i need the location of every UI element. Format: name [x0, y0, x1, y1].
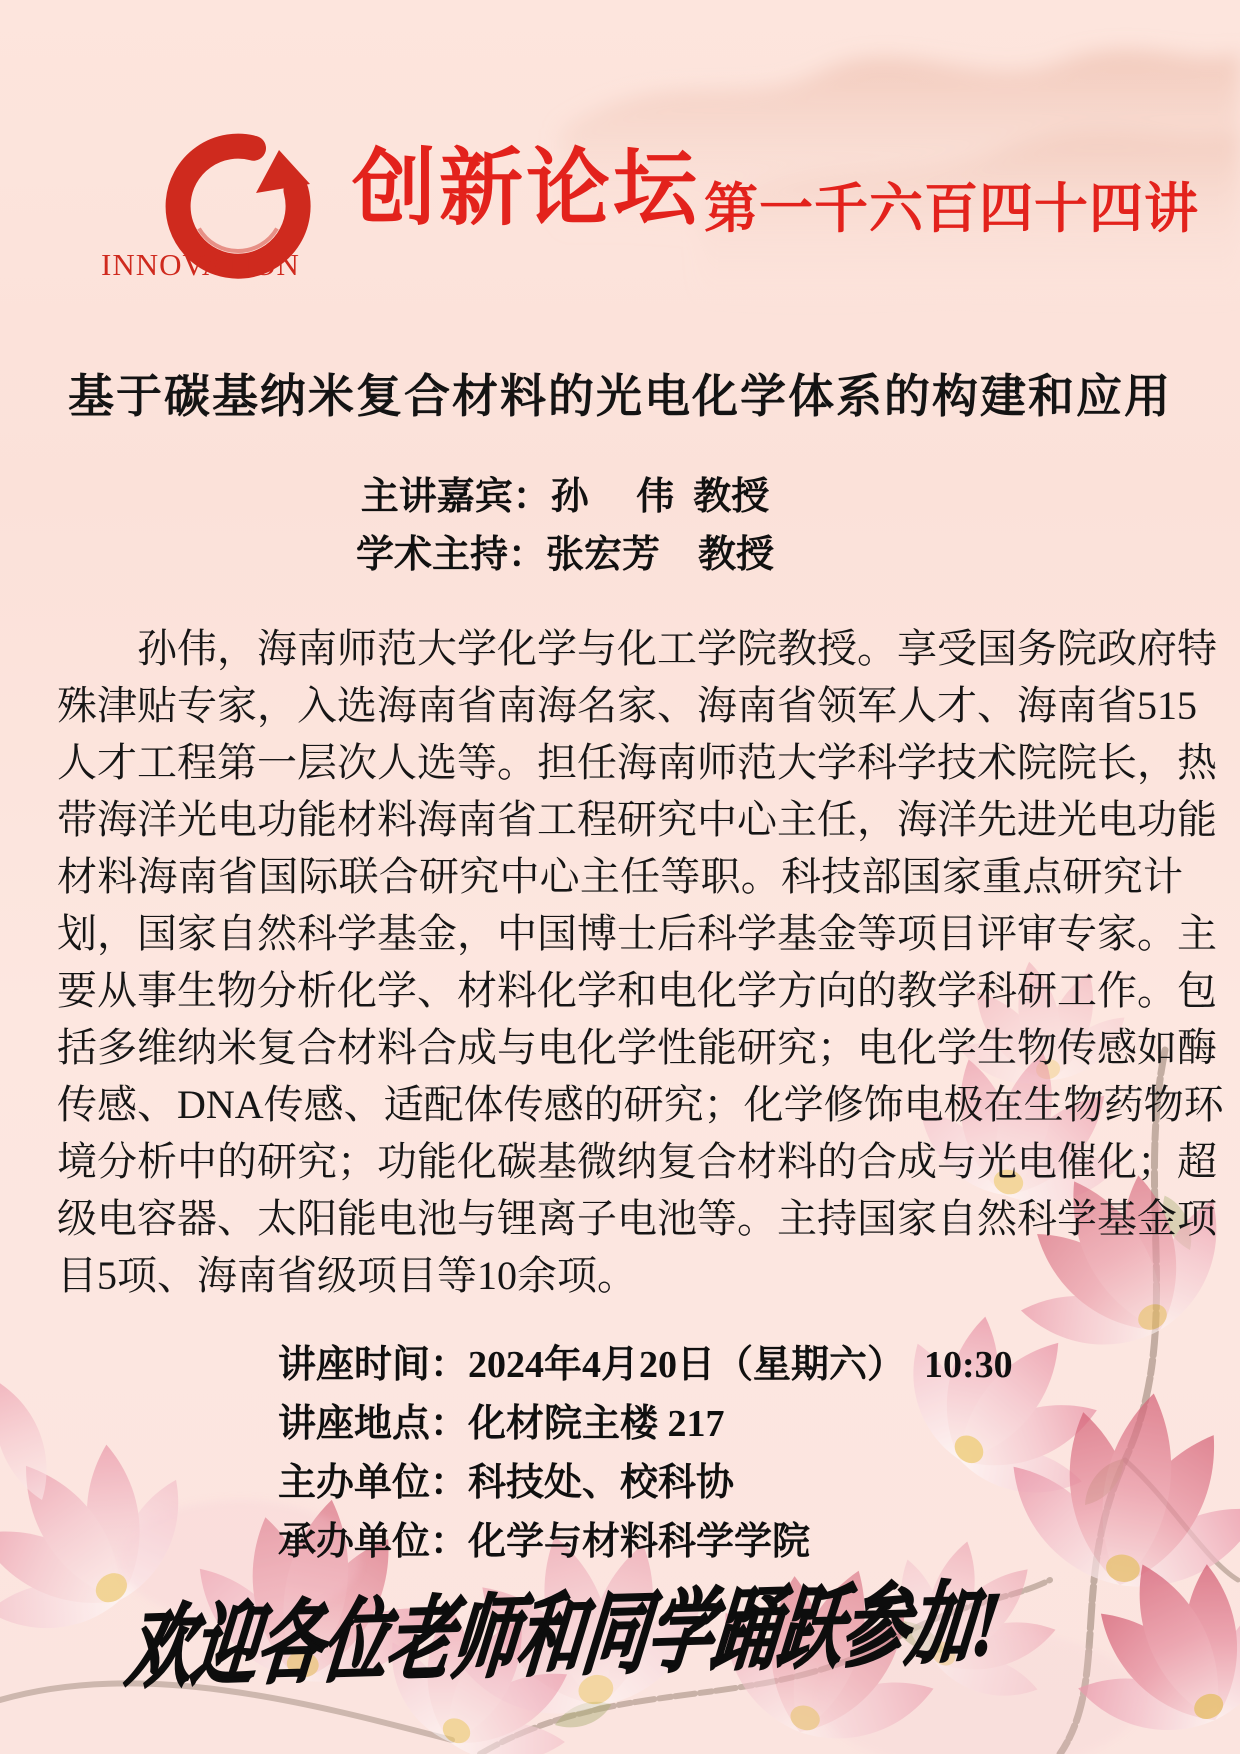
detail-row-location: [278, 1395, 1013, 1454]
bio-line: 传感、DNA传感、适配体传感的研究；化学修饰电极在生物药物环: [57, 1082, 1224, 1127]
detail-row-time: [278, 1336, 1013, 1395]
detail-organizer-value: 科技处、校科协: [468, 1462, 735, 1504]
bio-line: 殊津贴专家，入选海南省南海名家、海南省领军人才、海南省515: [57, 683, 1197, 728]
detail-row-undertaker: [278, 1513, 1013, 1572]
lecture-details: [278, 1336, 1013, 1572]
academic-host-line: [0, 526, 1185, 584]
detail-time-value: 2024年4月20日（星期六） 10:30: [468, 1344, 1013, 1386]
bio-line: 人才工程第一层次人选等。担任海南师范大学科学技术院院长，热: [57, 740, 1217, 785]
bio-line: 级电容器、太阳能电池与锂离子电池等。主持国家自然科学基金项: [57, 1196, 1217, 1241]
guest-speaker-line: [0, 468, 1185, 526]
guest-speaker-name: 孙 伟 教授: [550, 476, 770, 518]
bio-line: 带海洋光电功能材料海南省工程研究中心主任，海洋先进光电功能: [57, 797, 1217, 842]
detail-location-label: 讲座地点：: [278, 1403, 469, 1445]
bio-line: 目5项、海南省级项目等10余项。: [57, 1253, 637, 1298]
talk-title: 基于碳基纳米复合材料的光电化学体系的构建和应用: [68, 371, 1172, 422]
bio-line: 材料海南省国际联合研究中心主任等职。科技部国家重点研究计: [57, 854, 1183, 899]
detail-row-organizer: [278, 1454, 1013, 1513]
detail-undertaker-label: 承办单位：: [278, 1521, 469, 1563]
detail-time-label: 讲座时间：: [278, 1344, 469, 1386]
lecture-number: 第一千六百四十四讲: [704, 179, 1199, 239]
detail-undertaker-value: 化学与材料科学学院: [468, 1521, 811, 1563]
academic-host-name: 张宏芳 教授: [546, 534, 775, 576]
bio-line: 划，国家自然科学基金，中国博士后科学基金等项目评审专家。主: [57, 911, 1217, 956]
logo-wordmark: INNOVATION: [101, 247, 300, 282]
guest-speaker-label: 主讲嘉宾：: [360, 476, 551, 518]
academic-host-label: 学术主持：: [355, 534, 546, 576]
forum-title: 创新论坛: [352, 141, 701, 235]
detail-organizer-label: 主办单位：: [278, 1462, 469, 1504]
detail-location-value: 化材院主楼 217: [468, 1403, 725, 1445]
bio-line: 括多维纳米复合材料合成与电化学性能研究；电化学生物传感如酶: [57, 1025, 1217, 1070]
welcome-message: 欢迎各位老师和同学踊跃参加!: [121, 1574, 1006, 1699]
bio-line: 孙伟，海南师范大学化学与化工学院教授。享受国务院政府特: [137, 626, 1217, 671]
speaker-biography: [57, 620, 1224, 1304]
bio-line: 境分析中的研究；功能化碳基微纳复合材料的合成与光电催化；超: [57, 1139, 1217, 1184]
speakers-block: [0, 468, 1185, 584]
bio-line: 要从事生物分析化学、材料化学和电化学方向的教学科研工作。包: [57, 968, 1217, 1013]
